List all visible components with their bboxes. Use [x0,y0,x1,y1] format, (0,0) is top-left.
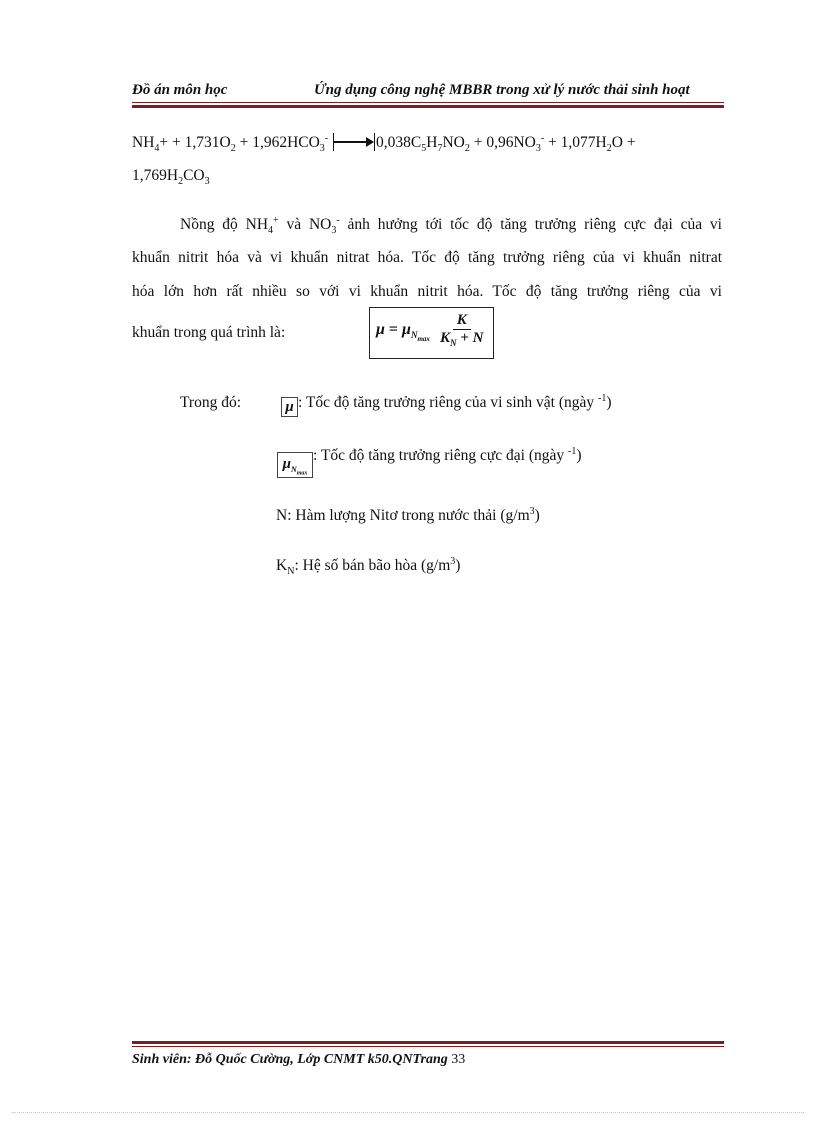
footer-trang: Trang [412,1052,448,1067]
definition-kn: $K_N$: Hệ số bán bão hòa $(g/m^3)$ [276,555,461,578]
mu-max-symbol-box: $\mu_{N_{max}}$ [277,452,313,478]
definition-mu-max: $\mu_{N_{max}}$: Tốc độ tăng trưởng riêng cực đại (ngày $^{-1}$) [277,446,582,478]
page-number: 33 [451,1052,466,1067]
paragraph-line-2: khuẩn nitrit hóa và vi khuẩn nitrat hóa. Tốc độ tăng trưởng riêng của vi khuẩn nitrat [132,249,722,266]
growth-rate-formula: $\mu = \mu_{N_{max}}$ $\frac{K}{K_N + N}$ [369,307,494,359]
mu-symbol-box: μ [281,397,298,417]
paragraph-line-4: khuẩn trong quá trình là: [132,324,286,341]
equation-line-1: $NH_4+ + 1,731O_2 + 1,962HCO_3^-$ $0,038C_5H_7NO_2 + 0,96NO_3^- + 1,077H_2O$ + [132,132,636,155]
footer-rule-thick [132,1041,724,1044]
reaction-arrow-icon [333,133,375,151]
page-bottom-edge [12,1112,804,1113]
header-rule-thin [132,102,724,103]
paragraph-line-1: Nồng độ $NH_4^+$ và $NO_3^-$ ảnh hưởng tới tốc độ tăng trưởng riêng cực đại của vi [180,214,722,237]
header-right: Ứng dụng công nghệ MBBR trong xử lý nước thải sinh hoạt [314,82,690,98]
definition-n: N: Hàm lượng Nitơ trong nước thải $(g/m^3)$ [276,505,540,524]
footer-student: Sinh viên: Đỗ Quốc Cường, Lớp CNMT k50.QN [132,1052,413,1067]
header-rule-thick [132,105,724,108]
footer [132,1052,465,1068]
footer-rule-thin [132,1046,724,1047]
equation-line-2: $1,769H_2CO_3$ [132,167,210,188]
formula-fraction: $\frac{K}{K_N + N}$ [440,312,484,348]
paragraph-line-3: hóa lớn hơn rất nhiều so với vi khuẩn nitrit hóa. Tốc độ tăng trưởng riêng của vi [132,283,722,300]
definitions-intro: Trong đó: [180,394,242,411]
definition-mu: μ : Tốc độ tăng trưởng riêng của vi sinh vật (ngày $^{-1}$) [281,393,612,417]
header-left: Đồ án môn học [132,82,228,98]
